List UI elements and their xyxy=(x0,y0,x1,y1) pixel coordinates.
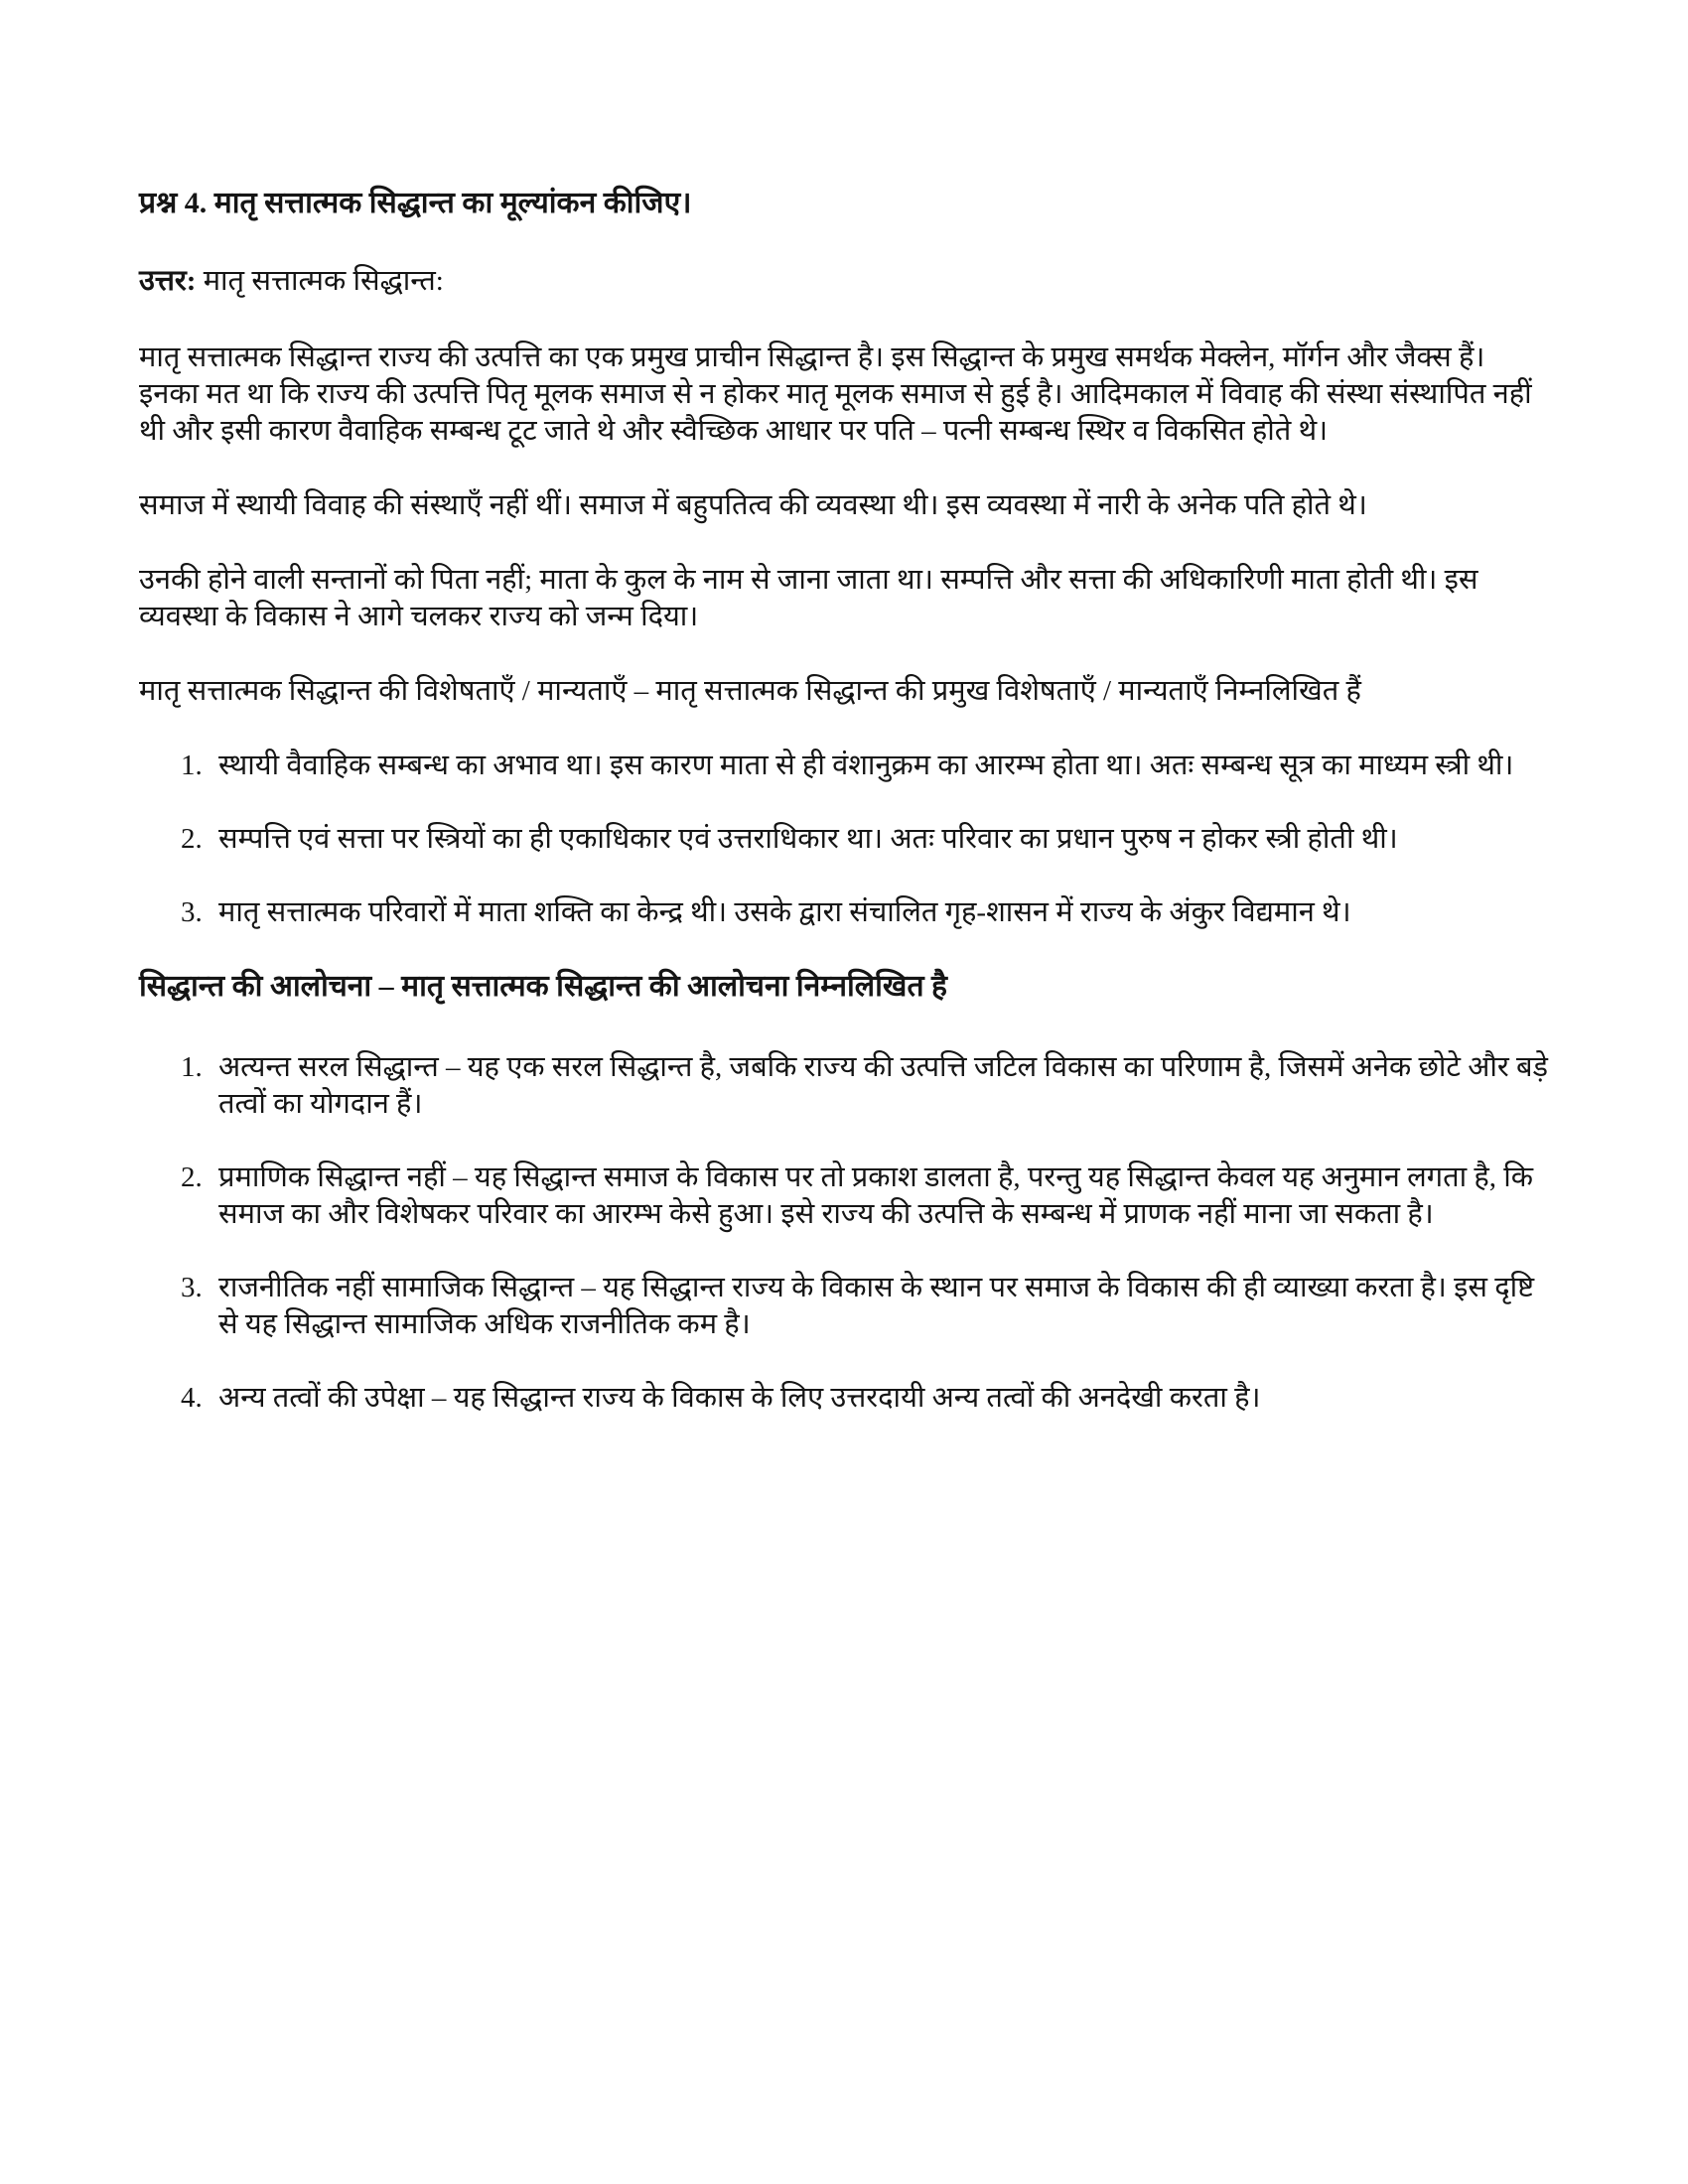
list-item-text: सम्पत्ति एवं सत्ता पर स्त्रियों का ही एकाधिकार एवं उत्तराधिकार था। अतः परिवार का प्रधान पुरुष न होकर स्त्री होती थी। xyxy=(218,823,1398,855)
features-list xyxy=(139,748,1551,931)
list-item xyxy=(181,821,1551,858)
answer-line xyxy=(139,262,1551,300)
list-item-text: अत्यन्त सरल सिद्धान्त – यह एक सरल सिद्धान्त है, जबकि राज्य की उत्पत्ति जटिल विकास का परिणाम है, जिसमें अनेक छोटे और बड़े तत्वों का योगदान हैं। xyxy=(218,1051,1549,1120)
answer-label: उत्तर: xyxy=(139,265,197,297)
list-item xyxy=(181,1160,1551,1233)
paragraph-features-lead: मातृ सत्तात्मक सिद्धान्त की विशेषताएँ / मान्यताएँ – मातृ सत्तात्मक सिद्धान्त की प्रमुख विशेषताएँ / मान्यताएँ निम्नलिखित हैं xyxy=(139,675,1361,707)
answer-intro-text: मातृ सत्तात्मक सिद्धान्त: xyxy=(196,265,444,297)
list-item-number: 1. xyxy=(181,750,203,781)
paragraph-mother-authority: उनकी होने वाली सन्तानों को पिता नहीं; माता के कुल के नाम से जाना जाता था। सम्पत्ति और सत्ता की अधिकारिणी माता होती थी। इस व्यवस्था के विकास ने आगे चलकर राज्य को जन्म दिया। xyxy=(139,564,1478,632)
list-item xyxy=(181,748,1551,784)
list-item-text: मातृ सत्तात्मक परिवारों में माता शक्ति का केन्द्र थी। उसके द्वारा संचालित गृह-शासन में राज्य के अंकुर विद्यमान थे। xyxy=(218,896,1351,928)
list-item xyxy=(181,1380,1551,1417)
list-item-text: स्थायी वैवाहिक सम्बन्ध का अभाव था। इस कारण माता से ही वंशानुक्रम का आरम्भ होता था। अतः सम्बन्ध सूत्र का माध्यम स्त्री थी। xyxy=(218,750,1514,781)
list-item-number: 3. xyxy=(181,1272,203,1303)
question-title: प्रश्न 4. मातृ सत्तात्मक सिद्धान्त का मूल्यांकन कीजिए। xyxy=(139,187,692,219)
list-item-text: अन्य तत्वों की उपेक्षा – यह सिद्धान्त राज्य के विकास के लिए उत्तरदायी अन्य तत्वों की अनदेखी करता है। xyxy=(218,1382,1261,1414)
list-item xyxy=(181,1270,1551,1343)
criticism-list xyxy=(139,1049,1551,1417)
list-item-text: प्रमाणिक सिद्धान्त नहीं – यह सिद्धान्त समाज के विकास पर तो प्रकाश डालता है, परन्तु यह सिद्धान्त केवल यह अनुमान लगता है, कि समाज का और विशेषकर परिवार का आरम्भ केसे हुआ। इसे राज्य की उत्पत्ति के सम्बन्ध में प्राणक नहीं माना जा सकता है। xyxy=(218,1161,1534,1230)
paragraph-intro: मातृ सत्तात्मक सिद्धान्त राज्य की उत्पत्ति का एक प्रमुख प्राचीन सिद्धान्त है। इस सिद्धान्त के प्रमुख समर्थक मेक्लेन, मॉर्गन और जैक्स हैं। इनका मत था कि राज्य की उत्पत्ति पितृ मूलक समाज से न होकर मातृ मूलक समाज से हुई है। आदिमकाल में विवाह की संस्था संस्थापित नहीं थी और इसी कारण वैवाहिक सम्बन्ध टूट जाते थे और स्वैच्छिक आधार पर पति – पत्नी सम्बन्ध स्थिर व विकसित होते थे। xyxy=(139,341,1532,447)
list-item xyxy=(181,894,1551,931)
list-item-number: 3. xyxy=(181,896,203,928)
list-item xyxy=(181,1049,1551,1123)
list-item-number: 4. xyxy=(181,1382,203,1414)
list-item-number: 2. xyxy=(181,823,203,855)
criticism-heading: सिद्धान्त की आलोचना – मातृ सत्तात्मक सिद्धान्त की आलोचना निम्नलिखित है xyxy=(139,970,947,1003)
list-item-number: 2. xyxy=(181,1161,203,1193)
list-item-text: राजनीतिक नहीं सामाजिक सिद्धान्त – यह सिद्धान्त राज्य के विकास के स्थान पर समाज के विकास की ही व्याख्या करता है। इस दृष्टि से यह सिद्धान्त सामाजिक अधिक राजनीतिक कम है। xyxy=(218,1272,1535,1340)
list-item-number: 1. xyxy=(181,1051,203,1083)
paragraph-marriage-institutions: समाज में स्थायी विवाह की संस्थाएँ नहीं थीं। समाज में बहुपतित्व की व्यवस्था थी। इस व्यवस्था में नारी के अनेक पति होते थे। xyxy=(139,489,1367,521)
